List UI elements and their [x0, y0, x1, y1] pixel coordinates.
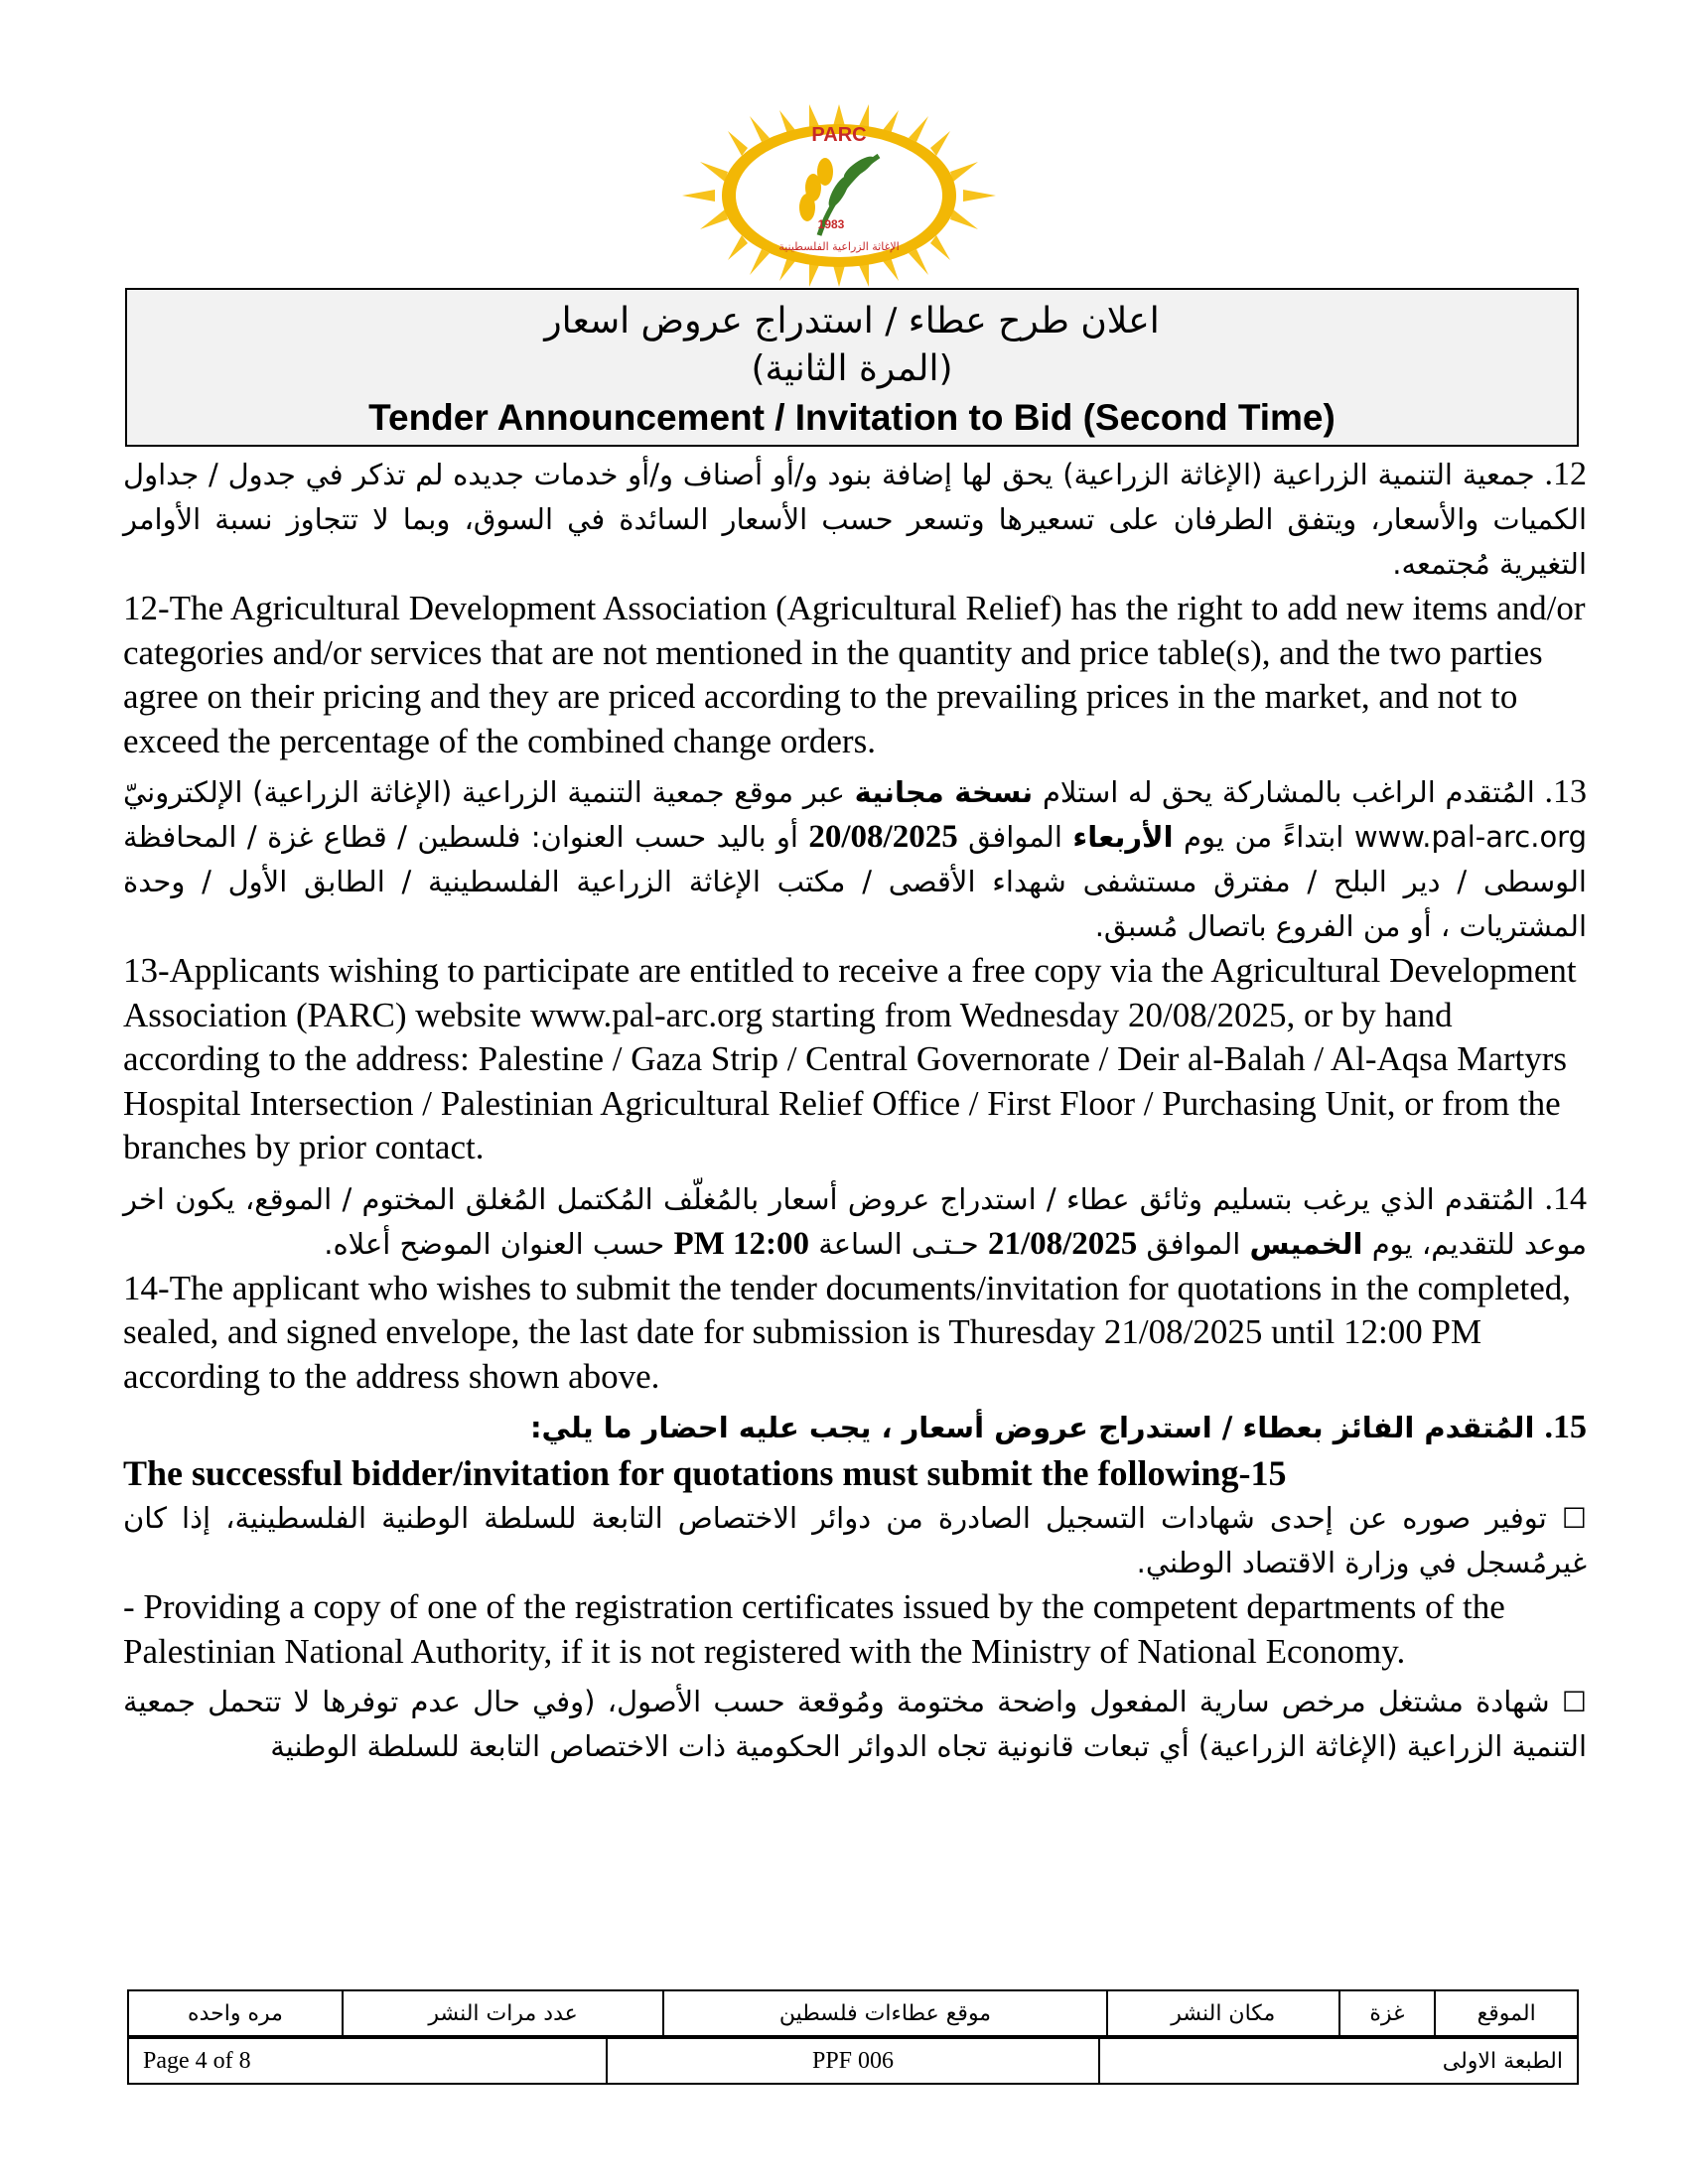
footer-cell: عدد مرات النشر [343, 1990, 663, 2036]
bullet-2-arabic [123, 1680, 1587, 1769]
item-13-number: 13. [1544, 773, 1588, 810]
logo-arc-text: الإغاثة الزراعية الفلسطينية [778, 240, 900, 253]
item-14-ar-part-c: الموافق [1146, 1226, 1241, 1261]
parc-logo [680, 101, 998, 290]
bullet-1-english: - Providing a copy of one of the registration certificates issued by the competent departments of the Palestinian National Authority, if it is not registered with the Ministry of National Economy. [123, 1587, 1505, 1671]
footer-publication-table [127, 1989, 1579, 2037]
item-12-english: 12-The Agricultural Development Association (Agricultural Relief) has the right to add new items and/or categories and/or services that are not mentioned in the quantity and price table(s), and the two parties agree on their pricing and they are priced according to the prevailing prices in the market, and not to exceed the percentage of the combined change orders. [123, 589, 1586, 760]
edition-label: الطبعة الاولى [1099, 2038, 1578, 2084]
bullet-1-arabic-text: توفير صوره عن إحدى شهادات التسجيل الصادرة من دوائر الاختصاص التابعة للسلطة الوطنية الفلسطينية، إذا كان غيرمُسجل في وزارة الاقتصاد الوطني. [123, 1501, 1587, 1579]
item-14-day: الخميس [1249, 1226, 1363, 1261]
form-code: PPF 006 [607, 2038, 1099, 2084]
item-15-arabic [123, 1405, 1587, 1450]
sun-emblem-icon [680, 101, 998, 290]
item-14-time: PM 12:00 [673, 1225, 809, 1262]
bullet-2-arabic-text: شهادة مشتغل مرخص سارية المفعول واضحة مختومة ومُوقعة حسب الأصول، (وفي حال عدم توفرها لا تتحمل جمعية التنمية الزراعية (الإغاثة الزراعية) أي تبعات قانونية تجاه الدوائر الحكومية ذات الاختصاص التابعة للسلطة الوطنية [123, 1685, 1587, 1763]
item-15-english: The successful bidder/invitation for quotations must submit the following-15 [123, 1453, 1287, 1493]
item-13-english: 13-Applicants wishing to participate are entitled to receive a free copy via the Agricultural Development Association (PARC) website www.pal-arc.org starting from Wednesday 20/08/2025, or by hand according to the address: Palestine / Gaza Strip / Central Governorate / Deir al-Balah / Al-Aqsa Martyrs Hospital Intersection / Palestinian Agricultural Relief Office / First Floor / Purchasing Unit, or from the branches by prior contact. [123, 951, 1577, 1166]
item-15-number: 15. [1544, 1409, 1587, 1445]
title-box [125, 288, 1579, 447]
title-english: Tender Announcement / Invitation to Bid (Second Time) [368, 397, 1336, 438]
footer-cell: الموقع [1435, 1990, 1578, 2036]
footer-cell: مكان النشر [1107, 1990, 1339, 2036]
item-15-arabic-text: المُتقدم الفائز بعطاء / استدراج عروض أسعار ، يجب عليه احضار ما يلي: [529, 1411, 1535, 1444]
item-12-number: 12. [1544, 456, 1588, 492]
subtitle-arabic: (المرة الثانية) [751, 348, 953, 389]
bullet-1-arabic [123, 1496, 1587, 1585]
footer-cell: مره واحده [128, 1990, 343, 2036]
item-14-date: 21/08/2025 [987, 1225, 1138, 1262]
document-body [123, 452, 1587, 1769]
footer-cell: غزة [1339, 1990, 1436, 2036]
item-14-number: 14. [1544, 1179, 1588, 1217]
item-13-ar-part-c: عبر موقع جمعية التنمية الزراعية (الإغاثة الزراعية) الإلكترونيّ www.pal-arc.org ابتداءً من يوم [123, 775, 1588, 854]
item-14-arabic [123, 1176, 1587, 1267]
item-13-ar-part-a: المُتقدم الراغب بالمشاركة يحق له استلام [1042, 775, 1535, 809]
checkbox-bullet-icon: ☐ [1561, 1502, 1587, 1535]
item-14-english: 14-The applicant who wishes to submit the tender documents/invitation for quotations in the completed, sealed, and signed envelope, the last date for submission is Thuresday 21/08/2025 until 12:00 PM according to the address shown above. [123, 1268, 1572, 1396]
logo-year: 1983 [817, 217, 845, 231]
item-13-ar-part-g: أو باليد حسب العنوان: فلسطين / قطاع غزة / المحافظة الوسطى / دير البلح / مفترق مستشفى شهداء الأقصى / مكتب الإغاثة الزراعية الفلسطينية / الطابق الأول / وحدة المشتريات ، أو من الفروع باتصال مُسبق. [123, 820, 1587, 943]
title-arabic: اعلان طرح عطاء / استدراج عروض اسعار [544, 301, 1160, 341]
checkbox-bullet-icon: ☐ [1561, 1686, 1588, 1718]
item-13-day: الأربعاء [1072, 820, 1174, 854]
item-12-arabic-text: جمعية التنمية الزراعية (الإغاثة الزراعية) يحق لها إضافة بنود و/أو أصناف و/أو خدمات جديده لم تذكر في جدول / جداول الكميات والأسعار، ويتفق الطرفان على تسعيرها وتسعر حسب الأسعار السائدة في السوق، وبما لا تتجاوز نسبة الأوامر التغيرية مُجتمعه. [123, 458, 1587, 581]
item-13-date: 20/08/2025 [808, 819, 958, 855]
item-12-arabic [123, 452, 1587, 587]
item-13-arabic [123, 769, 1587, 949]
page-number: Page 4 of 8 [128, 2038, 607, 2084]
item-13-free-copy: نسخة مجانية [854, 775, 1034, 809]
footer-cell: موقع عطاءات فلسطين [663, 1990, 1107, 2036]
logo-text: PARC [811, 124, 867, 146]
item-14-ar-part-g: حسب العنوان الموضح أعلاه. [324, 1226, 665, 1261]
footer-page-table [127, 2037, 1579, 2085]
item-14-ar-part-a: المُتقدم الذي يرغب بتسليم وثائق عطاء / استدراج عروض أسعار بالمُغلّف المُكتمل المُغلق المختوم / الموقع، يكون اخر موعد للتقديم، يوم [123, 1181, 1587, 1261]
item-14-ar-part-e: حـتـى الساعة [818, 1226, 979, 1261]
item-13-ar-part-e: الموافق [968, 820, 1062, 854]
